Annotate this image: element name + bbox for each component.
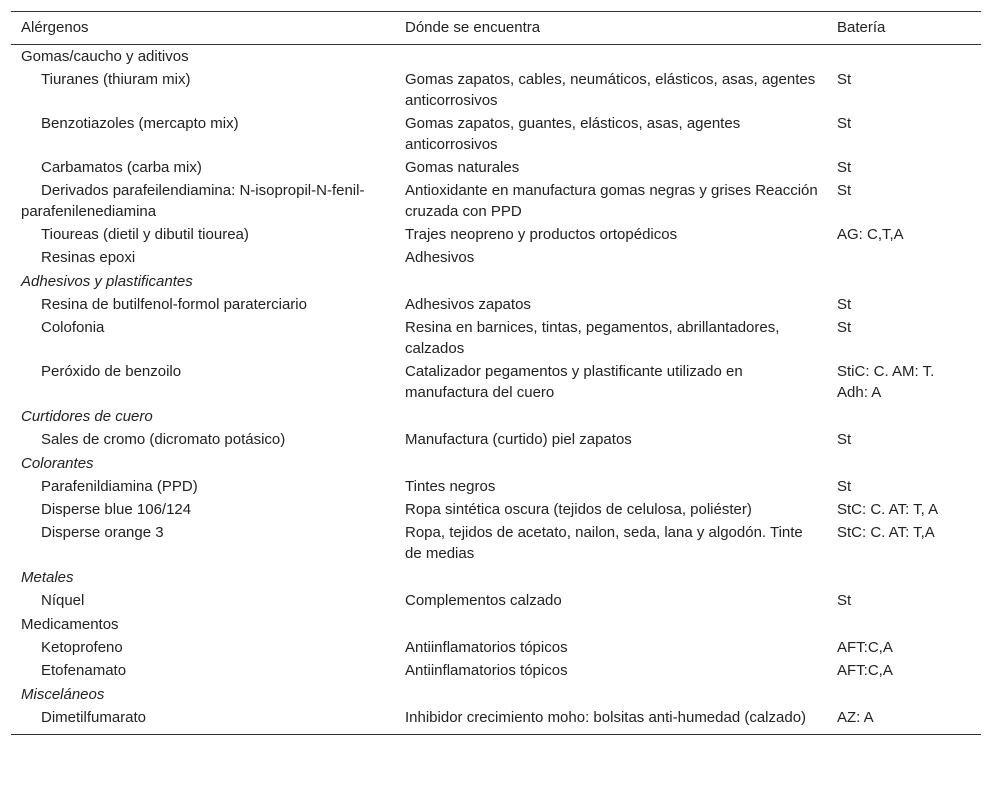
where-cell: Gomas naturales xyxy=(405,159,520,176)
where-cell: Adhesivos zapatos xyxy=(405,296,531,313)
where-cell: Complementos calzado xyxy=(405,592,562,609)
allergen-cell: Benzotiazoles (mercapto mix) xyxy=(41,115,239,132)
category-label: Adhesivos y plastificantes xyxy=(21,273,193,290)
battery-cell: StC: C. AT: T,A xyxy=(837,524,935,541)
category-row xyxy=(11,45,981,69)
allergen-table xyxy=(11,11,981,735)
category-row xyxy=(11,452,981,476)
where-cell: Gomas zapatos, guantes, elásticos, asas, agentes anticorrosivos xyxy=(405,115,741,153)
where-cell: Tintes negros xyxy=(405,478,496,495)
where-cell: Inhibidor crecimiento moho: bolsitas anti-humedad (calzado) xyxy=(405,709,807,726)
allergen-cell: Resinas epoxi xyxy=(41,249,136,266)
battery-cell xyxy=(837,247,981,268)
allergen-cell: Derivados parafeilendiamina: N-isopropil-N-fenil-parafenilenediamina xyxy=(21,182,365,220)
battery-cell: AFT:C,A xyxy=(837,639,893,656)
header-allergens: Alérgenos xyxy=(21,19,89,36)
table-row xyxy=(11,224,981,247)
header-battery: Batería xyxy=(837,19,886,36)
table-row xyxy=(11,522,981,566)
allergen-cell: Tiuranes (thiuram mix) xyxy=(41,71,191,88)
battery-cell: St xyxy=(837,182,852,199)
category-row xyxy=(11,613,981,637)
table-row xyxy=(11,113,981,157)
allergen-cell: Níquel xyxy=(41,592,85,609)
table-row xyxy=(11,180,981,224)
category-label: Metales xyxy=(21,569,74,586)
where-cell: Ropa, tejidos de acetato, nailon, seda, lana y algodón. Tinte de medias xyxy=(405,524,803,562)
allergen-cell: Disperse orange 3 xyxy=(41,524,164,541)
allergen-cell: Ketoprofeno xyxy=(41,639,123,656)
table-row xyxy=(11,69,981,113)
battery-cell: AZ: A xyxy=(837,709,874,726)
allergen-cell: Etofenamato xyxy=(41,662,127,679)
table-body xyxy=(11,45,981,734)
table-row xyxy=(11,637,981,660)
where-cell: Antiinflamatorios tópicos xyxy=(405,639,568,656)
where-cell: Adhesivos xyxy=(405,249,475,266)
category-label: Misceláneos xyxy=(21,686,105,703)
where-cell: Trajes neopreno y productos ortopédicos xyxy=(405,226,678,243)
table-row xyxy=(11,660,981,683)
category-label: Medicamentos xyxy=(21,616,119,633)
where-cell: Resina en barnices, tintas, pegamentos, abrillantadores, calzados xyxy=(405,319,780,357)
table-header xyxy=(11,12,981,45)
where-cell: Gomas zapatos, cables, neumáticos, elásticos, asas, agentes anticorrosivos xyxy=(405,71,816,109)
category-label: Colorantes xyxy=(21,455,94,472)
category-row xyxy=(11,405,981,429)
allergen-cell: Resina de butilfenol-formol paraterciario xyxy=(41,296,307,313)
table-row xyxy=(11,476,981,499)
table-row xyxy=(11,294,981,317)
category-label: Gomas/caucho y aditivos xyxy=(21,48,189,65)
where-cell: Manufactura (curtido) piel zapatos xyxy=(405,431,632,448)
battery-cell: StiC: C. AM: T. Adh: A xyxy=(837,363,935,401)
allergen-cell: Sales de cromo (dicromato potásico) xyxy=(41,431,286,448)
battery-cell: St xyxy=(837,431,852,448)
table-row xyxy=(11,590,981,613)
where-cell: Ropa sintética oscura (tejidos de celulosa, poliéster) xyxy=(405,501,752,518)
where-cell: Antioxidante en manufactura gomas negras y grises Reacción cruzada con PPD xyxy=(405,182,818,220)
table-row xyxy=(11,499,981,522)
battery-cell: StC: C. AT: T, A xyxy=(837,501,939,518)
table-row xyxy=(11,429,981,452)
allergen-cell: Colofonia xyxy=(41,319,105,336)
table-row xyxy=(11,707,981,730)
category-label: Curtidores de cuero xyxy=(21,408,153,425)
table-row xyxy=(11,361,981,405)
battery-cell: St xyxy=(837,478,852,495)
battery-cell: St xyxy=(837,319,852,336)
allergen-cell: Dimetilfumarato xyxy=(41,709,147,726)
battery-cell: AG: C,T,A xyxy=(837,226,904,243)
allergen-cell: Parafenildiamina (PPD) xyxy=(41,478,198,495)
table-row xyxy=(11,157,981,180)
battery-cell: St xyxy=(837,296,852,313)
category-row xyxy=(11,270,981,294)
battery-cell: St xyxy=(837,159,852,176)
battery-cell: AFT:C,A xyxy=(837,662,893,679)
header-where: Dónde se encuentra xyxy=(405,19,541,36)
allergen-cell: Peróxido de benzoilo xyxy=(41,363,182,380)
category-row xyxy=(11,683,981,707)
battery-cell: St xyxy=(837,592,852,609)
battery-cell: St xyxy=(837,115,852,132)
table-row xyxy=(11,247,981,270)
allergen-cell: Tioureas (dietil y dibutil tiourea) xyxy=(41,226,249,243)
table-row xyxy=(11,317,981,361)
where-cell: Antiinflamatorios tópicos xyxy=(405,662,568,679)
where-cell: Catalizador pegamentos y plastificante utilizado en manufactura del cuero xyxy=(405,363,743,401)
allergen-cell: Carbamatos (carba mix) xyxy=(41,159,202,176)
category-row xyxy=(11,566,981,590)
battery-cell: St xyxy=(837,71,852,88)
allergen-cell: Disperse blue 106/124 xyxy=(41,501,192,518)
